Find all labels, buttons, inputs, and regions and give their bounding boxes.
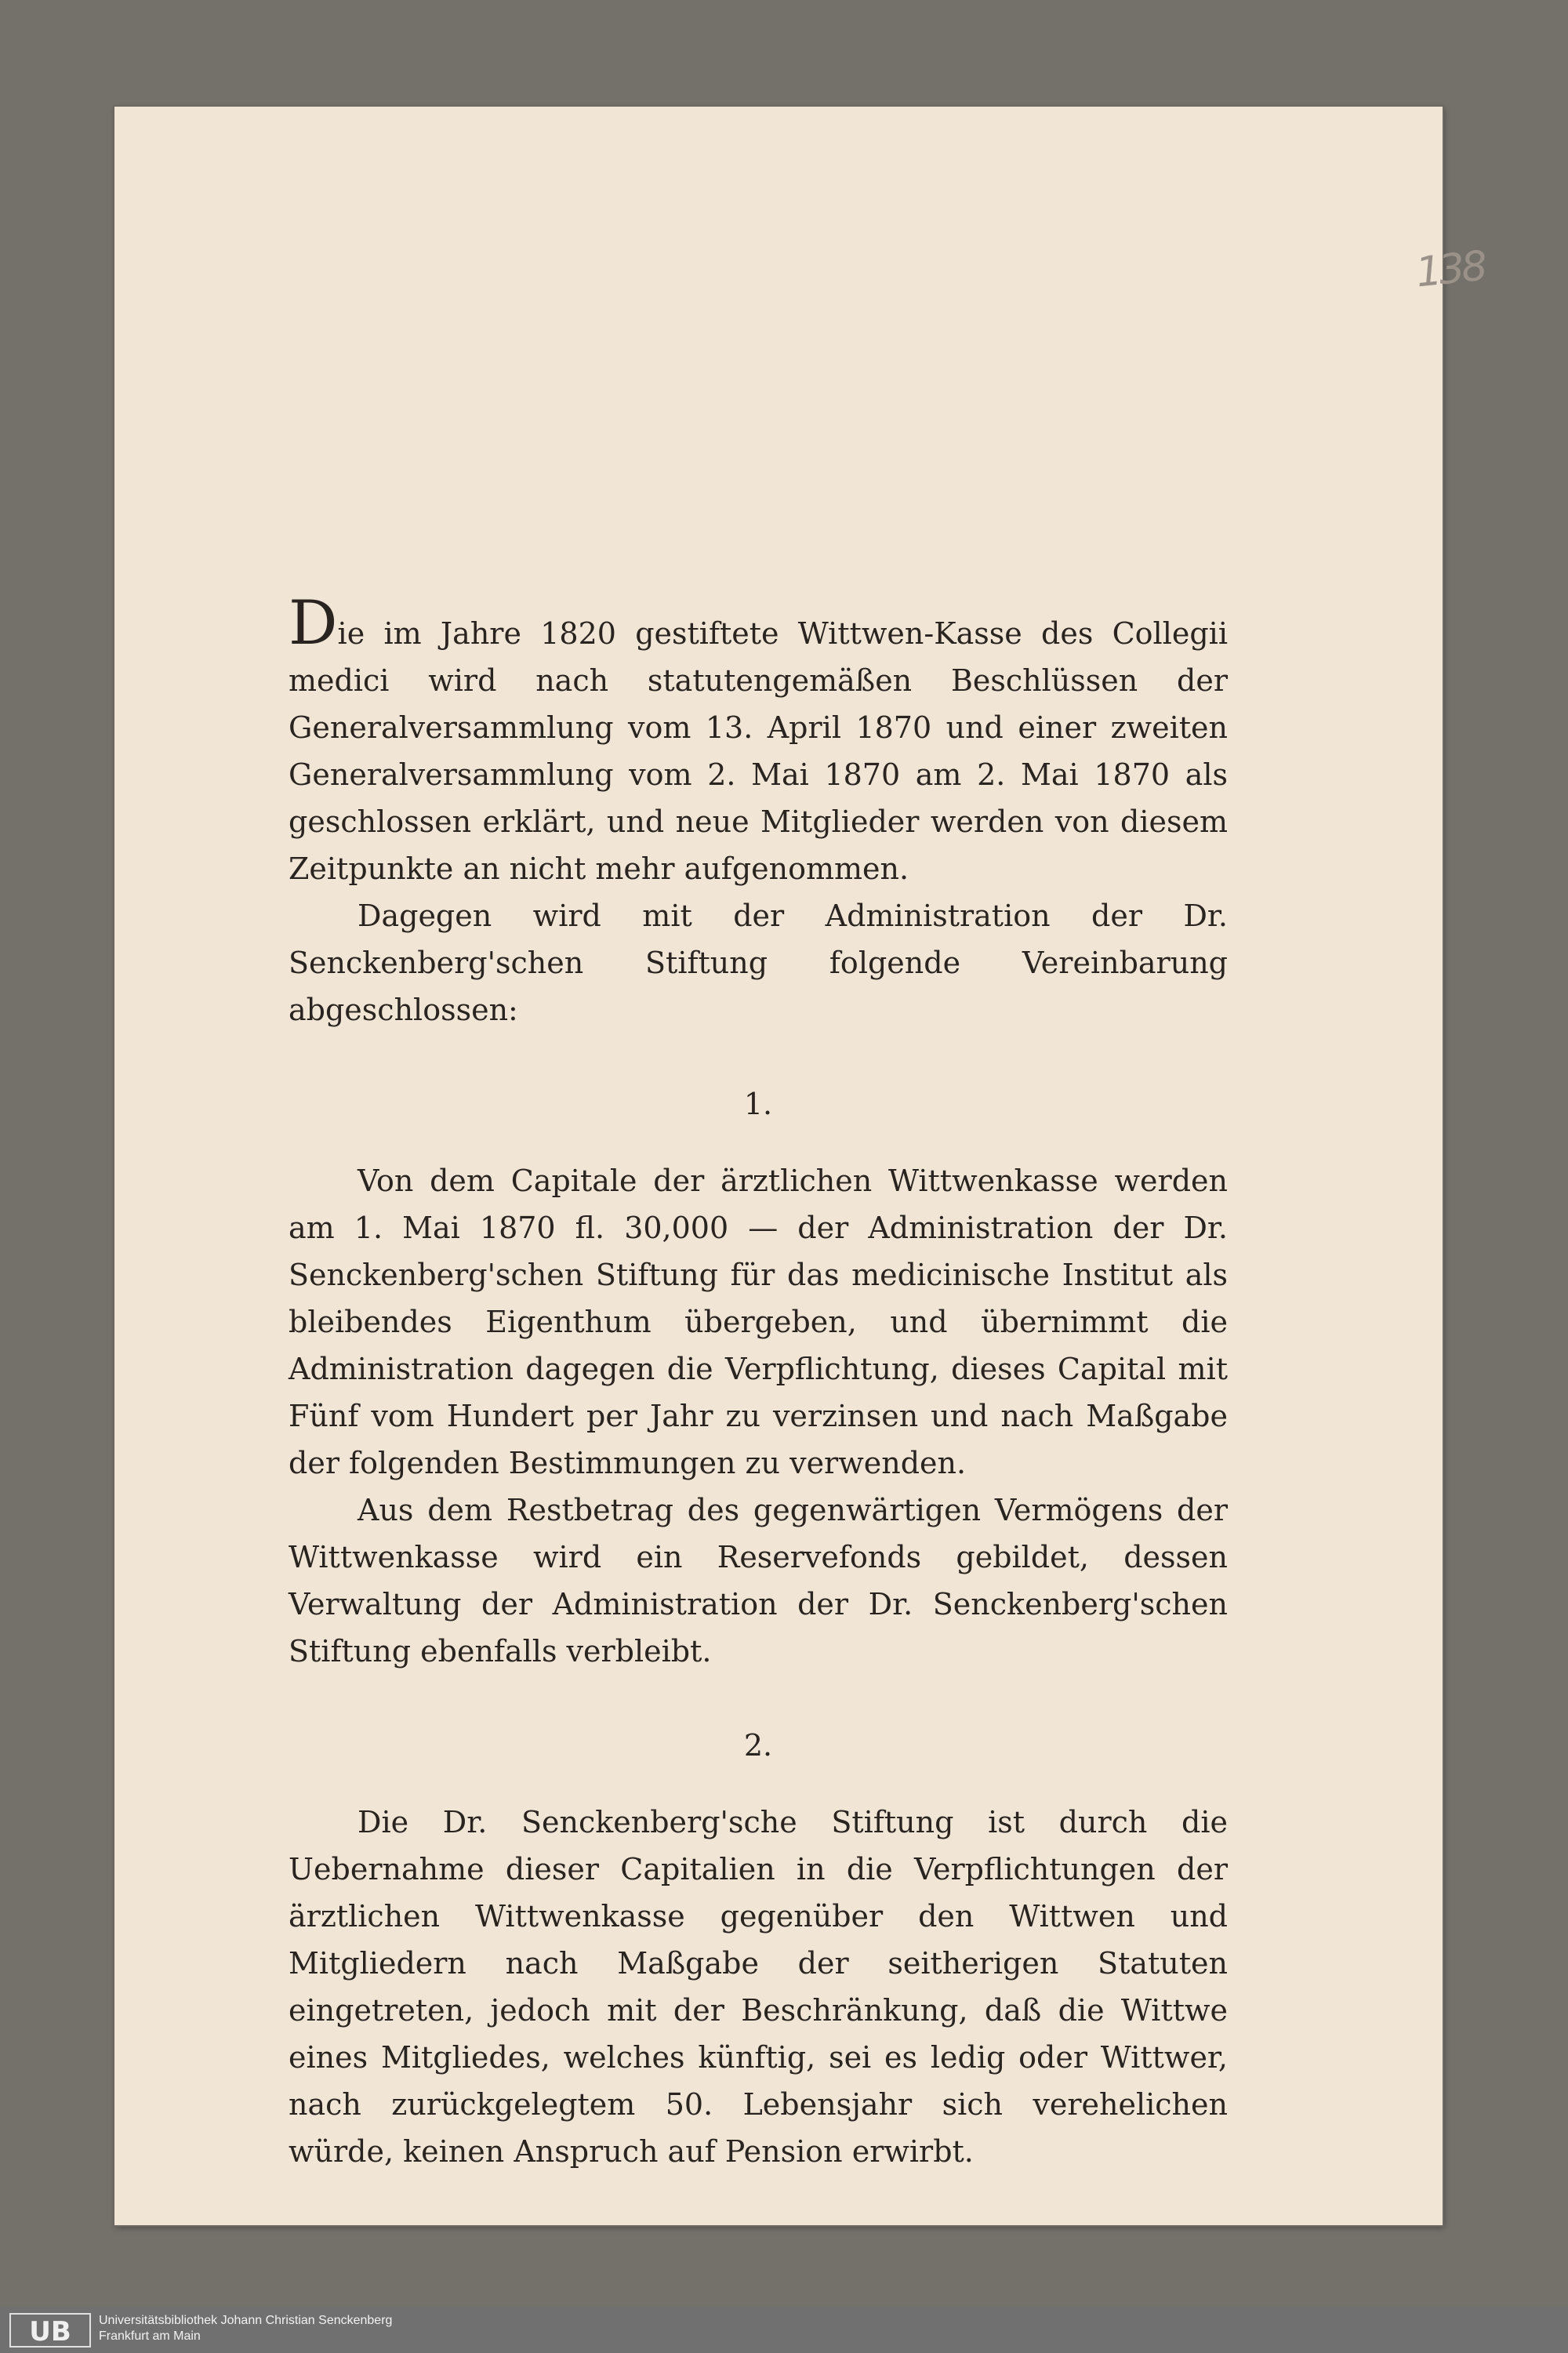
section-number-2: 2. bbox=[743, 1728, 773, 1763]
paragraph-intro-text: ie im Jahre 1820 gestiftete Wittwen-Kasse des Collegii medici wird nach statutengemäßen Beschlüssen der Generalversammlung vom 13. April 1870 und einer zweiten Generalversammlung vom 2. Mai 1870 am 2. Mai 1870 als geschlossen erklärt, und neue Mitglieder werden von diesem Zeitpunkte an nicht mehr aufgenommen. bbox=[289, 616, 1228, 886]
library-city: Frankfurt am Main bbox=[99, 2329, 201, 2343]
section-2-paragraph-1: Die Dr. Senckenberg'sche Stiftung ist durch die Uebernahme dieser Capitalien in die Verpflichtungen der ärztlichen Wittwenkasse gegenüber den Wittwen und Mitgliedern nach Maßgabe der seitherigen Statuten eingetreten, jedoch mit der Beschränkung, daß die Wittwe eines Mitgliedes, welches künftig, sei es ledig oder Wittwer, nach zurückgelegtem 50. Lebensjahr sich verehelichen würde, keinen Anspruch auf Pension erwirbt. bbox=[289, 1805, 1228, 2169]
paragraph-agreement: Dagegen wird mit der Administration der Dr. Senckenberg'schen Stiftung folgende Vereinbarung abgeschlossen: bbox=[289, 899, 1228, 1027]
folio-number: 138 bbox=[1414, 242, 1487, 297]
drop-cap: D bbox=[289, 588, 338, 659]
library-footer bbox=[0, 2307, 1568, 2353]
document-body bbox=[289, 588, 1228, 2175]
paragraph-intro bbox=[289, 588, 1228, 892]
section-1-paragraph-1: Von dem Capitale der ärztlichen Wittwenkasse werden am 1. Mai 1870 fl. 30,000 — der Administration der Dr. Senckenberg'schen Stiftung für das medicinische Institut als bleibendes Eigenthum übergeben, und übernimmt die Administration dagegen die Verpflichtung, dieses Capital mit Fünf vom Hundert per Jahr zu verzinsen und nach Maßgabe der folgenden Bestimmungen zu verwenden. bbox=[289, 1164, 1228, 1480]
section-number-1: 1. bbox=[743, 1087, 773, 1121]
ub-logo: UB bbox=[9, 2313, 91, 2348]
library-credit bbox=[99, 2313, 392, 2344]
library-name: Universitätsbibliothek Johann Christian Senckenberg bbox=[99, 2314, 393, 2327]
section-1-paragraph-2: Aus dem Restbetrag des gegenwärtigen Vermögens der Wittwenkasse wird ein Reservefonds gebildet, dessen Verwaltung der Administration der Dr. Senckenberg'schen Stiftung ebenfalls verbleibt. bbox=[289, 1493, 1228, 1669]
